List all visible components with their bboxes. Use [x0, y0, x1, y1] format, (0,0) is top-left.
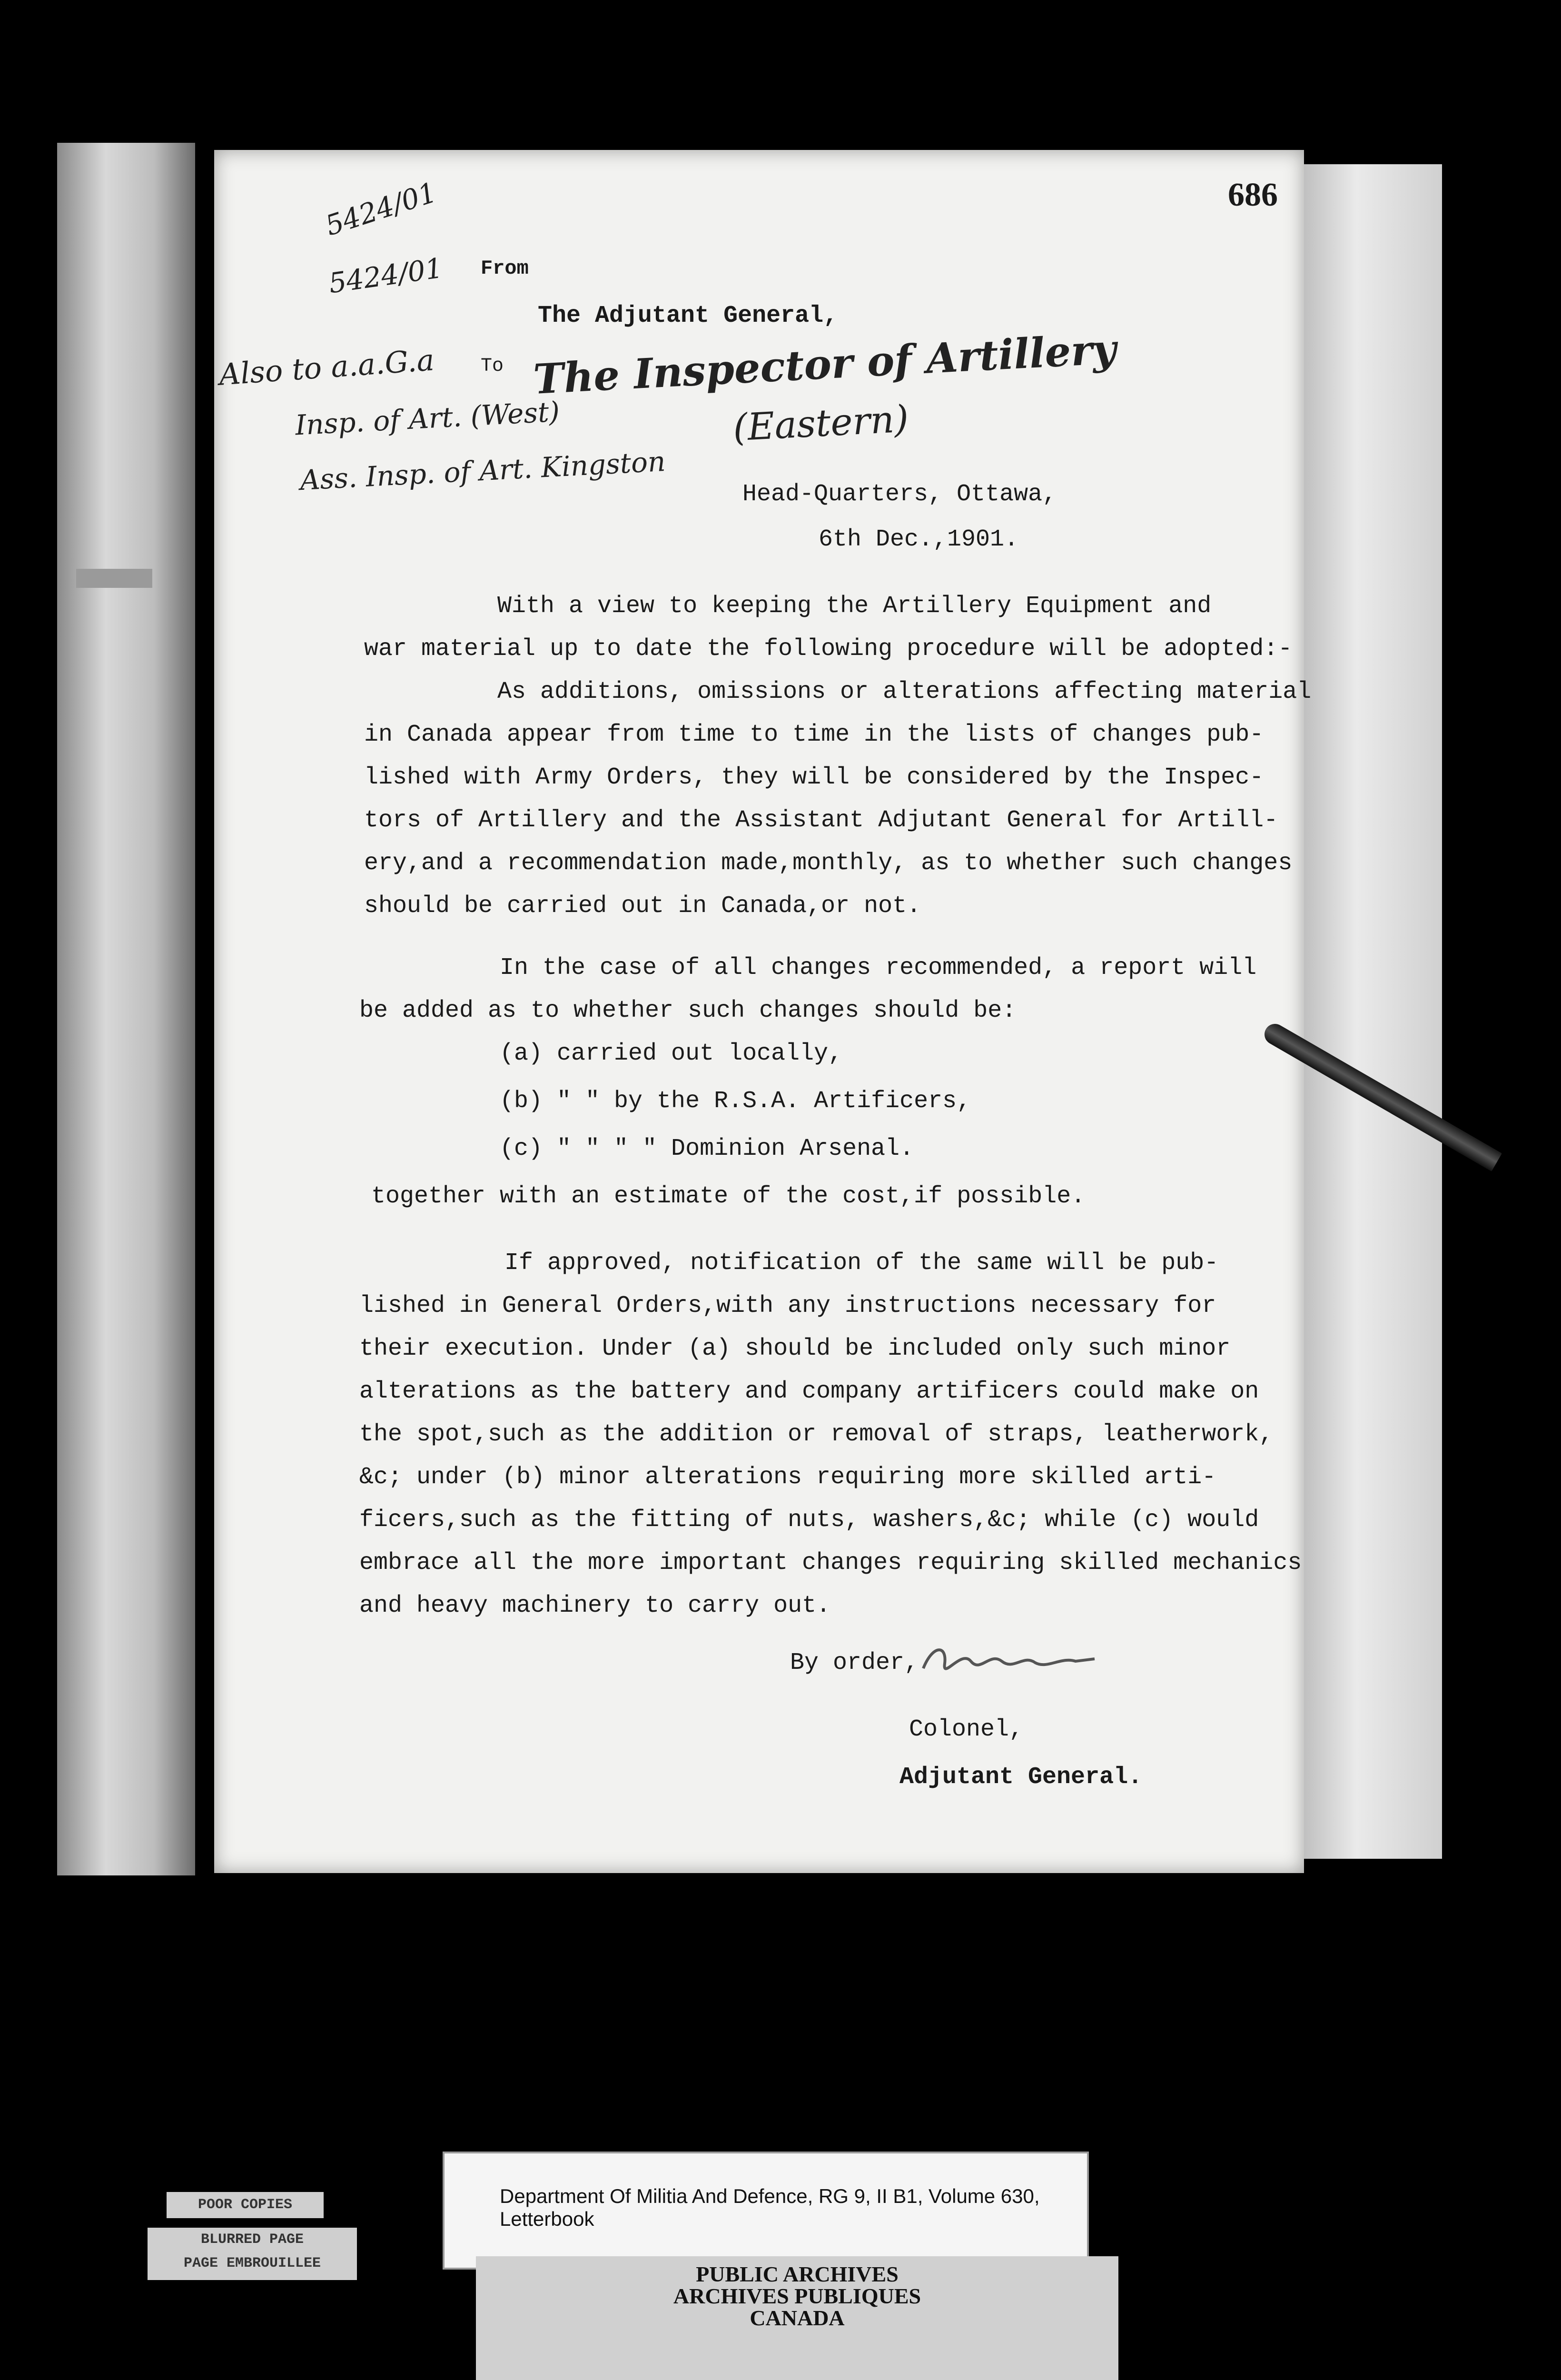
to-label: To: [481, 356, 504, 377]
page-number: 686: [1228, 177, 1278, 213]
label-line-2: Letterbook: [500, 2208, 594, 2230]
binding-strip: [57, 143, 195, 1875]
body-line: lished with Army Orders, they will be considered by the Inspec-: [364, 764, 1264, 791]
file-number-1: 5424/01: [321, 176, 441, 242]
body-line: As additions, omissions or alterations affecting material: [497, 678, 1312, 705]
body-line: In the case of all changes recommended, a report will: [500, 954, 1257, 982]
from-label: From: [481, 257, 529, 280]
archives-stamp: [557, 2263, 1037, 2329]
cc-line-2: Insp. of Art. (West): [294, 395, 561, 442]
body-line: be added as to whether such changes should be:: [359, 997, 1017, 1024]
body-line: war material up to date the following procedure will be adopted:-: [364, 635, 1293, 663]
signature-rank: Colonel,: [909, 1716, 1024, 1743]
place: Head-Quarters, Ottawa,: [742, 481, 1057, 508]
archive-label-text: [500, 2185, 1040, 2231]
archives-line-3: CANADA: [750, 2306, 845, 2330]
body-line: alterations as the battery and company artificers could make on: [359, 1378, 1259, 1405]
archives-line-1: PUBLIC ARCHIVES: [696, 2262, 899, 2286]
body-line: and heavy machinery to carry out.: [359, 1592, 831, 1619]
body-line: embrace all the more important changes requiring skilled mechanics: [359, 1549, 1302, 1577]
to-handwritten: The Inspector of Artillery: [532, 325, 1117, 404]
body-line: should be carried out in Canada,or not.: [364, 892, 921, 920]
to-handwritten-2: (Eastern): [731, 397, 910, 450]
by-order: By order,: [790, 1649, 919, 1676]
from-name: The Adjutant General,: [538, 302, 838, 329]
body-line: With a view to keeping the Artillery Equipment and: [497, 593, 1212, 620]
body-line: (b) " " by the R.S.A. Artificers,: [500, 1088, 971, 1115]
body-line: lished in General Orders,with any instructions necessary for: [359, 1292, 1216, 1319]
body-line: the spot,such as the addition or removal of straps, leatherwork,: [359, 1421, 1274, 1448]
file-number-2: 5424/01: [326, 251, 445, 300]
archives-line-2: ARCHIVES PUBLIQUES: [673, 2284, 921, 2308]
cc-line-3: Ass. Insp. of Art. Kingston: [299, 445, 666, 497]
blurred-line-1: BLURRED PAGE: [200, 2231, 304, 2248]
body-line: tors of Artillery and the Assistant Adjutant General for Artill-: [364, 807, 1278, 834]
label-line-1: Department Of Militia And Defence, RG 9, II B1, Volume 630,: [500, 2185, 1040, 2207]
signature-icon: [919, 1635, 1099, 1687]
body-line: together with an estimate of the cost,if possible.: [371, 1183, 1086, 1210]
poor-copies-stamp: POOR COPIES: [167, 2192, 324, 2218]
body-line: their execution. Under (a) should be included only such minor: [359, 1335, 1231, 1362]
cc-line-1: Also to a.a.G.a: [218, 342, 435, 392]
blurred-line-2: PAGE EMBROUILLEE: [183, 2255, 321, 2271]
body-line: (c) " " " " Dominion Arsenal.: [500, 1135, 914, 1162]
letter-page: [214, 150, 1312, 1873]
body-line: (a) carried out locally,: [500, 1040, 843, 1067]
body-line: If approved, notification of the same will be pub-: [504, 1250, 1219, 1277]
signature-title: Adjutant General.: [899, 1764, 1143, 1791]
binding-tab: [76, 569, 152, 588]
blurred-page-stamp: [148, 2228, 357, 2280]
body-line: ficers,such as the fitting of nuts, washers,&c; while (c) would: [359, 1507, 1259, 1534]
body-line: &c; under (b) minor alterations requiring more skilled arti-: [359, 1464, 1216, 1491]
date: 6th Dec.,1901.: [819, 526, 1019, 553]
page-edge: [1299, 164, 1442, 1859]
body-line: in Canada appear from time to time in the lists of changes pub-: [364, 721, 1264, 748]
body-line: ery,and a recommendation made,monthly, as to whether such changes: [364, 850, 1293, 877]
